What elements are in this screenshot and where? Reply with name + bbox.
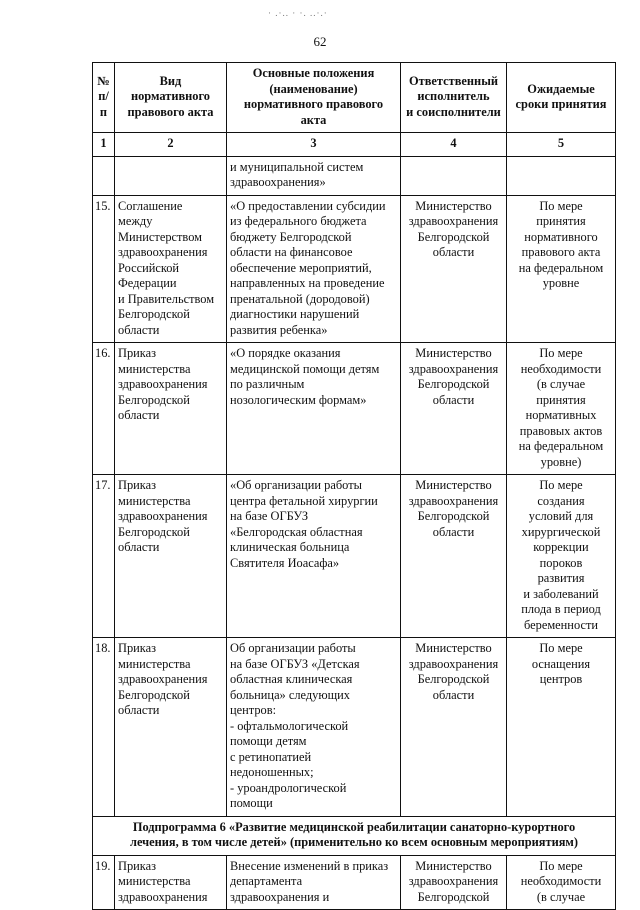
cell-executor: Министерство здравоохранения Белгородской области bbox=[401, 638, 507, 817]
table-header-row bbox=[93, 63, 616, 133]
cell-empty bbox=[115, 156, 227, 195]
cell-content: Об организации работы на базе ОГБУЗ «Детская областная клиническая больница» следующих центров: - офтальмологической помощи детям с ретинопатией недоношенных; - уроандрологической помощи bbox=[227, 638, 401, 817]
cell-deadline: По мере оснащения центров bbox=[507, 638, 616, 817]
header-executor: Ответственный исполнитель и соисполнители bbox=[401, 63, 507, 133]
header-main-provisions: Основные положения (наименование) нормативного правового акта bbox=[227, 63, 401, 133]
row-number: 19. bbox=[93, 855, 115, 910]
row-number: 18. bbox=[93, 638, 115, 817]
cell-act-type: Приказ министерства здравоохранения Белгородской области bbox=[115, 343, 227, 475]
cell-content: Внесение изменений в приказ департамента здравоохранения и bbox=[227, 855, 401, 910]
cell-executor: Министерство здравоохранения Белгородской области bbox=[401, 475, 507, 638]
header-deadline: Ожидаемые сроки принятия bbox=[507, 63, 616, 133]
subprogram-heading: Подпрограмма 6 «Развитие медицинской реабилитации санаторно-курортного лечения, в том числе детей» (применительно ко всем основным мероприятиям) bbox=[93, 816, 616, 855]
cell-empty bbox=[93, 156, 115, 195]
header-act-type: Вид нормативного правового акта bbox=[115, 63, 227, 133]
column-index: 1 bbox=[93, 133, 115, 157]
column-index: 4 bbox=[401, 133, 507, 157]
column-index: 3 bbox=[227, 133, 401, 157]
cell-deadline: По мере необходимости (в случае bbox=[507, 855, 616, 910]
table-row bbox=[93, 343, 616, 475]
column-index: 2 bbox=[115, 133, 227, 157]
column-index-row bbox=[93, 133, 616, 157]
row-number: 17. bbox=[93, 475, 115, 638]
row-number: 15. bbox=[93, 195, 115, 343]
continuation-row bbox=[93, 156, 616, 195]
page-number: 62 bbox=[313, 34, 327, 49]
cell-deadline: По мере принятия нормативного правового акта на федеральном уровне bbox=[507, 195, 616, 343]
table-row bbox=[93, 475, 616, 638]
row-number: 16. bbox=[93, 343, 115, 475]
cell-act-type: Соглашение между Министерством здравоохранения Российской Федерации и Правительством Белгородской области bbox=[115, 195, 227, 343]
cell-content: «Об организации работы центра фетальной хирургии на базе ОГБУЗ «Белгородская областная клиническая больница Святителя Иоасафа» bbox=[227, 475, 401, 638]
cell-empty bbox=[401, 156, 507, 195]
table-row bbox=[93, 638, 616, 817]
table-row bbox=[93, 195, 616, 343]
cell-deadline: По мере создания условий для хирургической коррекции пороков развития и заболеваний плода в период беременности bbox=[507, 475, 616, 638]
cell-content: и муниципальной систем здравоохранения» bbox=[227, 156, 401, 195]
cell-deadline: По мере необходимости (в случае принятия нормативных правовых актов на федеральном уровне) bbox=[507, 343, 616, 475]
column-index: 5 bbox=[507, 133, 616, 157]
regulatory-acts-table bbox=[92, 62, 616, 910]
cell-empty bbox=[507, 156, 616, 195]
table-row bbox=[93, 855, 616, 910]
cell-executor: Министерство здравоохранения Белгородской области bbox=[401, 195, 507, 343]
cell-content: «О порядке оказания медицинской помощи детям по различным нозологическим формам» bbox=[227, 343, 401, 475]
subprogram-row bbox=[93, 816, 616, 855]
cell-content: «О предоставлении субсидии из федерального бюджета бюджету Белгородской области на финансовое обеспечение мероприятий, направленных на проведение пренатальной (дородовой) диагностики нарушений развития ребенка» bbox=[227, 195, 401, 343]
cell-executor: Министерство здравоохранения Белгородской bbox=[401, 855, 507, 910]
cell-executor: Министерство здравоохранения Белгородской области bbox=[401, 343, 507, 475]
header-number: № п/п bbox=[93, 63, 115, 133]
cell-act-type: Приказ министерства здравоохранения Белгородской области bbox=[115, 475, 227, 638]
cell-act-type: Приказ министерства здравоохранения Белгородской области bbox=[115, 638, 227, 817]
scan-mark: · .·.. · ·. ..·.· bbox=[268, 8, 328, 18]
cell-act-type: Приказ министерства здравоохранения bbox=[115, 855, 227, 910]
